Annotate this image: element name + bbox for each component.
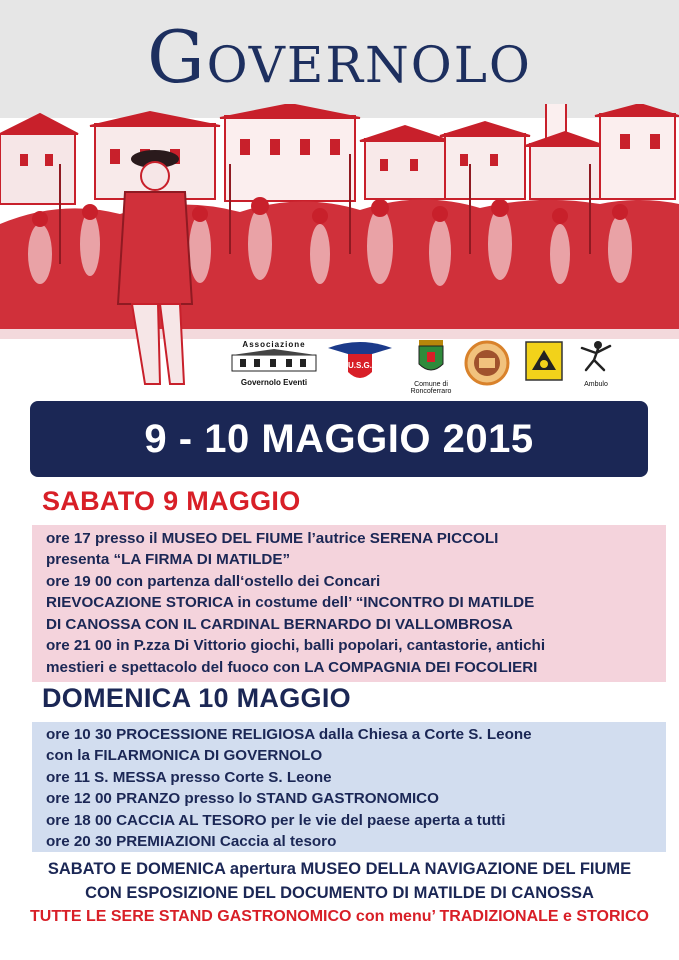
- schedule-line: ore 19 00 con partenza dall‘ostello dei Concari: [46, 573, 381, 590]
- schedule-line: ore 11 S. MESSA presso Corte S. Leone: [46, 769, 332, 786]
- poster-title: Governolo: [147, 15, 532, 99]
- ambulo-logo: [576, 340, 616, 388]
- yellow-emblem-logo: [524, 340, 564, 387]
- building-icon: [230, 349, 318, 373]
- saturday-heading: SABATO 9 MAGGIO: [42, 486, 301, 516]
- schedule-line: RIEVOCAZIONE STORICA in costume dell’ “INCONTRO DI MATILDE: [46, 594, 535, 611]
- schedule-line: con la FILARMONICA DI GOVERNOLO: [46, 747, 323, 764]
- schedule-line: DI CANOSSA CON IL CARDINAL BERNARDO DI VALLOMBROSA: [46, 616, 513, 633]
- sunday-heading: DOMENICA 10 MAGGIO: [42, 683, 351, 713]
- comune-roncoferraro-logo: [406, 340, 456, 395]
- saturday-schedule: [32, 525, 666, 682]
- logo-caption: Associazione: [242, 340, 306, 349]
- emblem-icon: [524, 340, 564, 382]
- associazione-governolo-eventi-logo: [230, 340, 318, 387]
- seal-icon: [464, 340, 510, 386]
- schedule-line: presenta “LA FIRMA DI MATILDE”: [46, 551, 291, 568]
- sunday-schedule: [32, 722, 666, 852]
- eagle-shield-icon: [328, 340, 392, 384]
- schedule-line: ore 12 00 PRANZO presso lo STAND GASTRONOMICO: [46, 790, 439, 807]
- schedule-line: ore 21 00 in P.zza Di Vittorio giochi, balli popolari, cantastorie, antichi: [46, 637, 546, 654]
- event-dates: 9 - 10 MAGGIO 2015: [144, 417, 534, 461]
- logo-caption: Governolo Eventi: [240, 378, 308, 387]
- footer-line-red: TUTTE LE SERE STAND GASTRONOMICO con menu’ TRADIZIONALE e STORICO: [30, 908, 649, 925]
- logo-caption: Comune di: [414, 381, 448, 388]
- date-banner: [30, 401, 648, 477]
- crest-icon: [406, 340, 456, 376]
- footer-line: CON ESPOSIZIONE DEL DOCUMENTO DI MATILDE DI CANOSSA: [85, 884, 594, 902]
- schedule-line: ore 20 30 PREMIAZIONI Caccia al tesoro: [46, 833, 337, 850]
- schedule-line: ore 10 30 PROCESSIONE RELIGIOSA dalla Chiesa a Corte S. Leone: [46, 726, 532, 743]
- usg-label: U.S.G.: [347, 361, 373, 370]
- round-seal-logo: [464, 340, 510, 391]
- logo-caption: Roncoferraro: [410, 388, 452, 395]
- footer-line: SABATO E DOMENICA apertura MUSEO DELLA NAVIGAZIONE DEL FIUME: [47, 860, 632, 878]
- schedule-line: ore 18 00 CACCIA AL TESORO per le vie del paese aperta a tutti: [46, 812, 506, 829]
- schedule-line: mestieri e spettacolo del fuoco con LA COMPAGNIA DEI FOCOLIERI: [46, 659, 538, 676]
- usg-logo: [328, 340, 392, 389]
- schedule-line: ore 17 presso il MUSEO DEL FIUME l’autrice SERENA PICCOLI: [46, 530, 499, 547]
- sponsor-logos: [228, 340, 668, 400]
- dancer-icon: [576, 340, 616, 376]
- logo-caption: Ambulo: [584, 381, 608, 388]
